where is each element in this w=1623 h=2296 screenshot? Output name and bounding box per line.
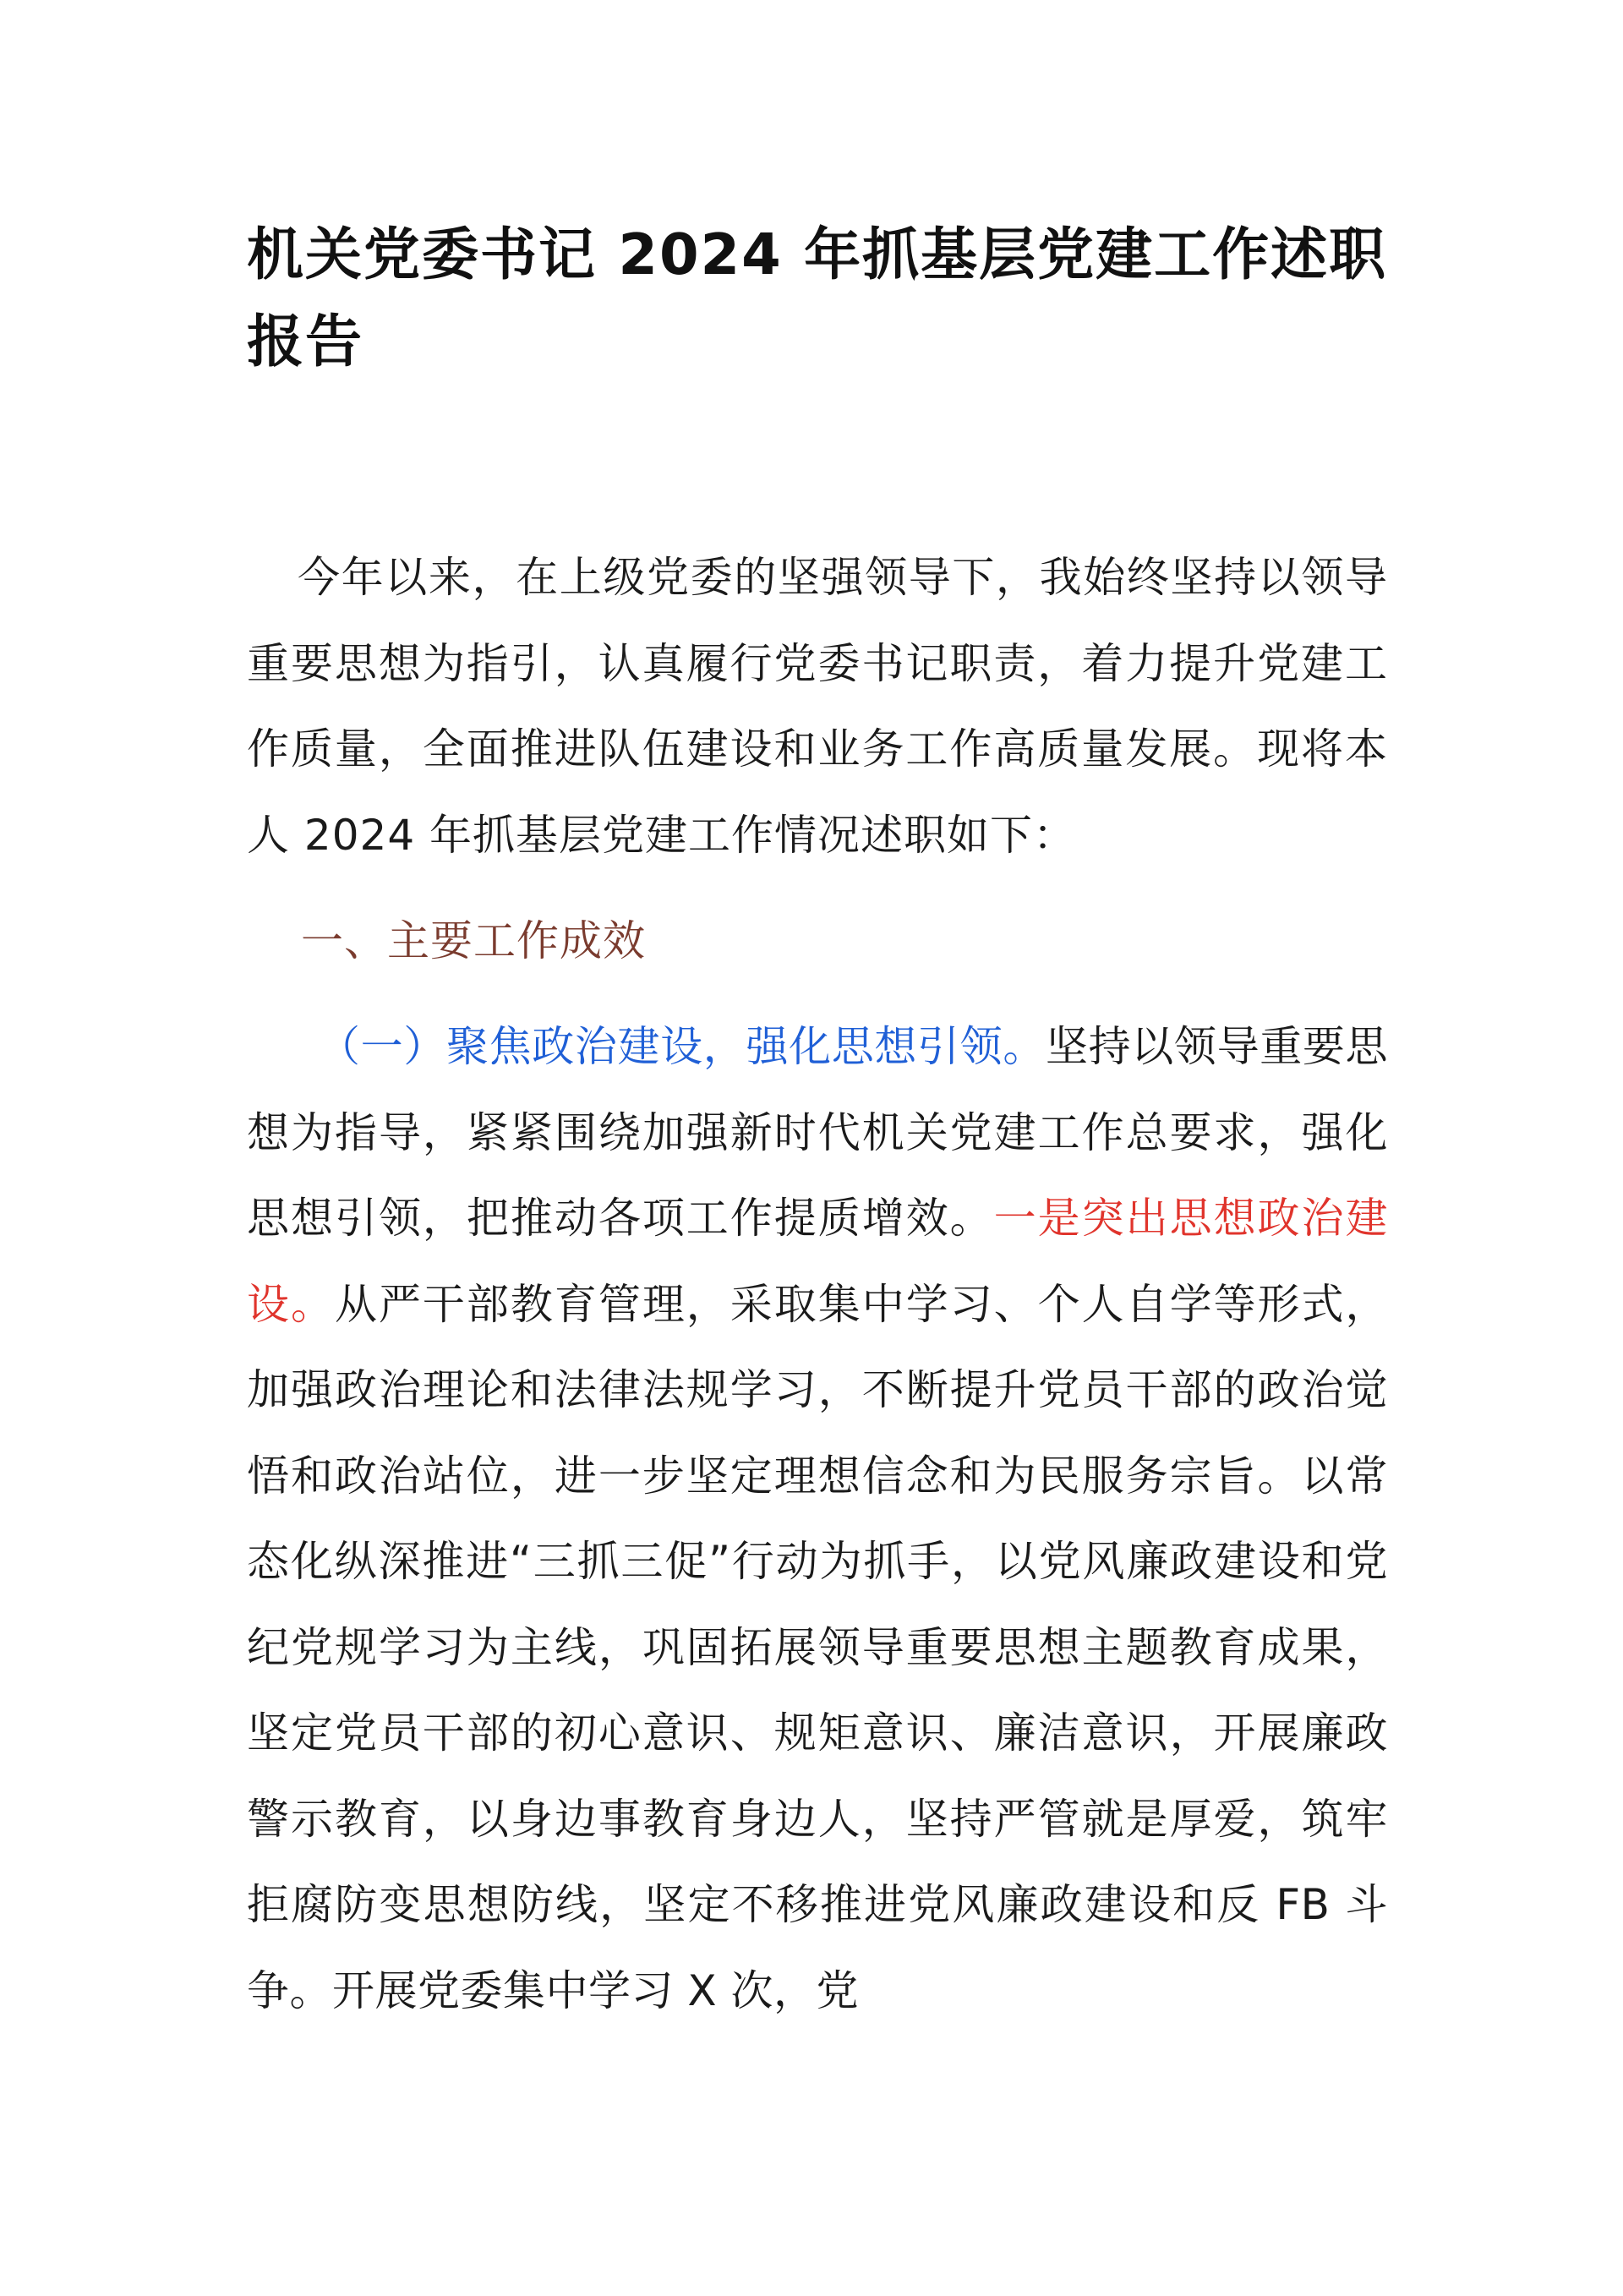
paragraph-text: 坚持以领导重要思想为指导，紧紧围绕加强新时代机关党建工作总要求，强化思想引领，把推动各项工作提质增效。 (247, 1022, 1389, 1243)
body-paragraph (247, 1004, 1388, 2034)
paragraph-text: 从严干部教育管理，采取集中学习、个人自学等形式，加强政治理论和法律法规学习，不断提升党员干部的政治觉悟和政治站位，进一步坚定理想信念和为民服务宗旨。以常态化纵深推进“三抓三促”行动为抓手，以党风廉政建设和党纪党规学习为主线，巩固拓展领导重要思想主题教育成果，坚定党员干部的初心意识、规矩意识、廉洁意识，开展廉政警示教育，以身边事教育身边人，坚持严管就是厚爱，筑牢拒腐防变思想防线，坚定不移推进党风廉政建设和反 FB 斗争。开展党委集中学习 X 次，党 (247, 1279, 1389, 2015)
document-title: 机关党委书记 2024 年抓基层党建工作述职报告 (247, 221, 1388, 374)
sub-heading: （一）聚焦政治建设，强化思想引领。 (318, 1022, 1046, 1071)
intro-paragraph: 今年以来，在上级党委的坚强领导下，我始终坚持以领导重要思想为指引，认真履行党委书记职责，着力提升党建工作质量，全面推进队伍建设和业务工作高质量发展。现将本人 2024 年抓基层党建工作情况述职如下： (247, 553, 1388, 860)
section-heading: 一、主要工作成效 (301, 916, 646, 965)
point-heading: 一是突出思想政治建设。 (247, 1194, 1389, 1329)
